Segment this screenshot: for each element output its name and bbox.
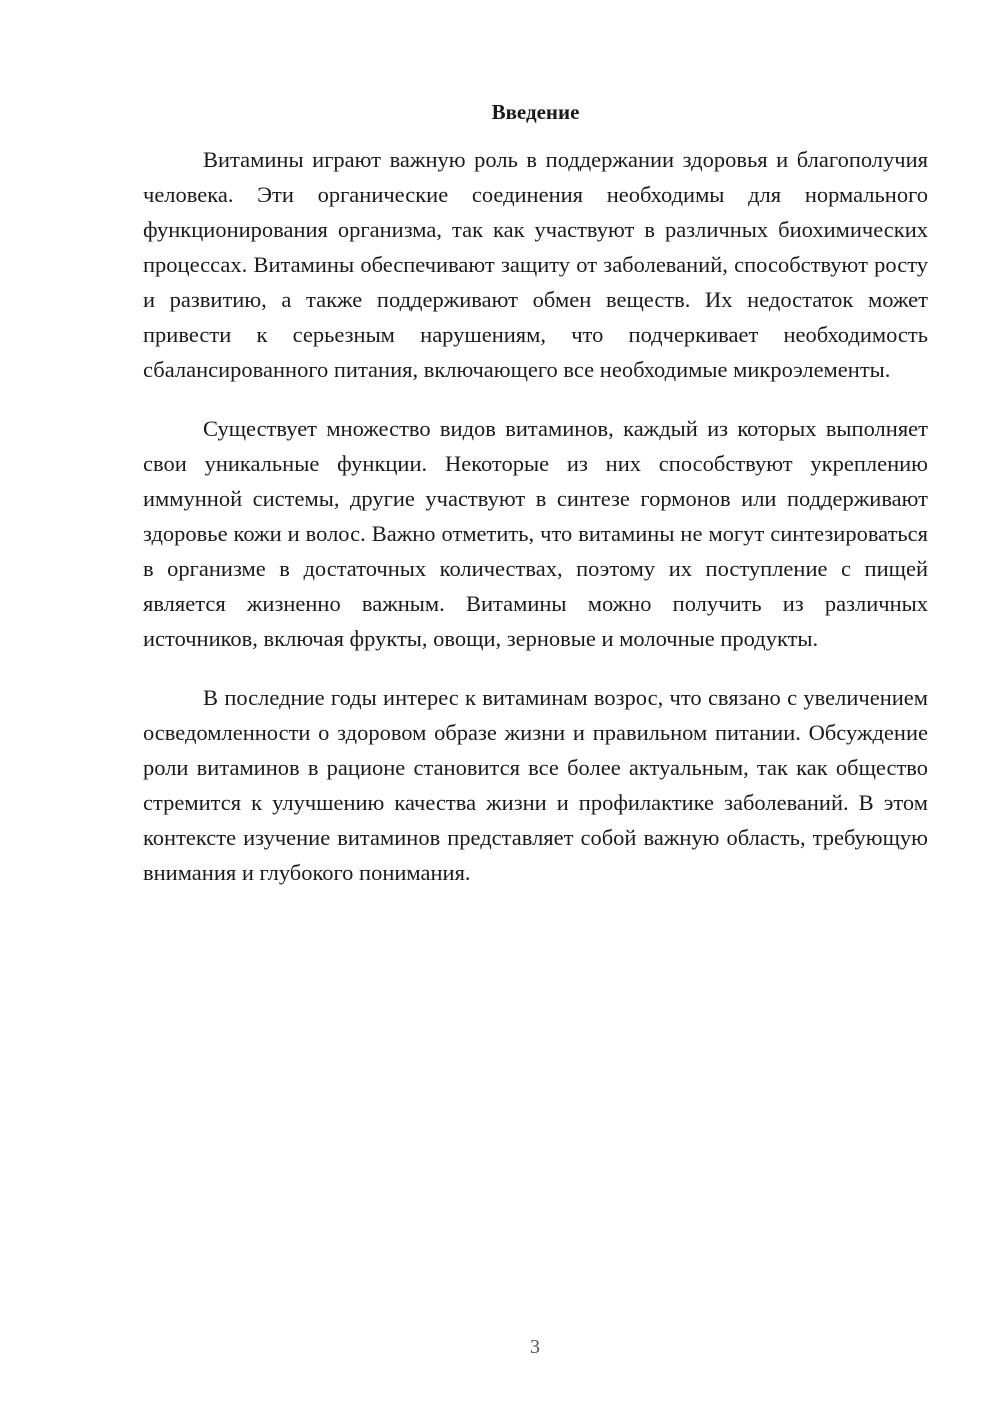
- page-number: 3: [530, 1336, 540, 1358]
- paragraph-3: В последние годы интерес к витаминам возрос, что связано с увеличением осведомленности о здоровом образе жизни и правильном питании. Обсуждение роли витаминов в рационе становится все более актуальным, так как общество стремится к улучшению качества жизни и профилактике заболеваний. В этом контексте изучение витаминов представляет собой важную область, требующую внимания и глубокого понимания.: [143, 685, 928, 885]
- paragraph-1: Витамины играют важную роль в поддержании здоровья и благополучия человека. Эти органические соединения необходимы для нормального функционирования организма, так как участвуют в различных биохимических процессах. Витамины обеспечивают защиту от заболеваний, способствуют росту и развитию, а также поддерживают обмен веществ. Их недостаток может привести к серьезным нарушениям, что подчеркивает необходимость сбалансированного питания, включающего все необходимые микроэлементы.: [143, 147, 928, 382]
- document-body: [143, 142, 928, 914]
- paragraph-2: Существует множество видов витаминов, каждый из которых выполняет свои уникальные функции. Некоторые из них способствуют укреплению иммунной системы, другие участвуют в синтезе гормонов или поддерживают здоровье кожи и волос. Важно отметить, что витамины не могут синтезироваться в организме в достаточных количествах, поэтому их поступление с пищей является жизненно важным. Витамины можно получить из различных источников, включая фрукты, овощи, зерновые и молочные продукты.: [143, 416, 928, 651]
- section-heading: Введение: [491, 100, 580, 124]
